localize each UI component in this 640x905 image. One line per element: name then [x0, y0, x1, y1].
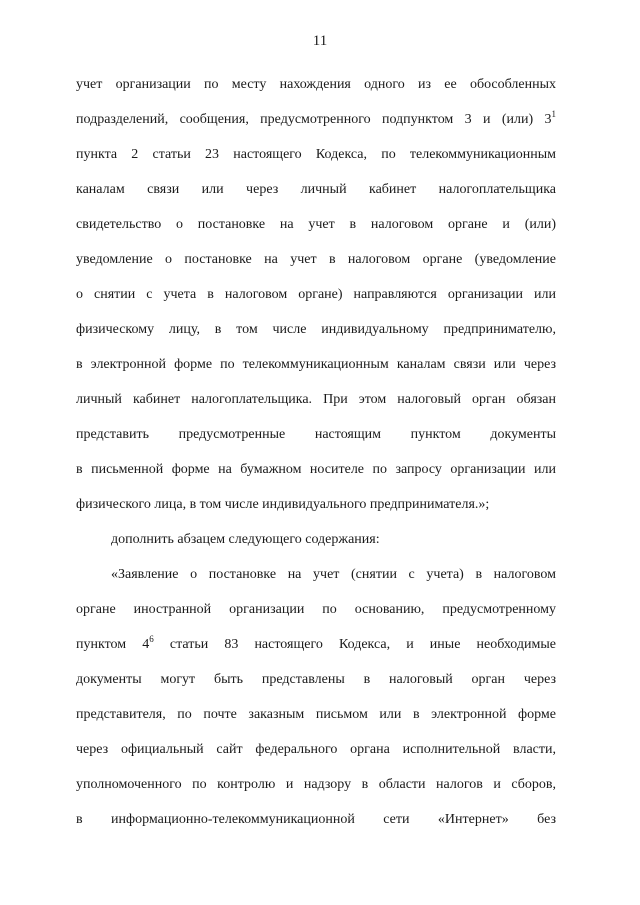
superscript: 1: [551, 109, 556, 119]
text-line: о снятии с учета в налоговом органе) направляются организации или: [76, 287, 556, 302]
text-line: в электронной форме по телекоммуникационным каналам связи или через: [76, 357, 556, 372]
text-line: органе иностранной организации по основанию, предусмотренному: [76, 602, 556, 617]
text-line: пункта 2 статьи 23 настоящего Кодекса, по телекоммуникационным: [76, 147, 556, 162]
text-line: свидетельство о постановке на учет в налоговом органе и (или): [76, 217, 556, 232]
superscript: 6: [149, 634, 154, 644]
text-line-part: пунктом 4: [76, 637, 150, 652]
text-line-part: статьи 83 настоящего Кодекса, и иные необходимые: [153, 637, 556, 652]
instruction-paragraph: [76, 522, 556, 557]
page-number: 11: [312, 33, 328, 49]
text-line: личный кабинет налогоплательщика. При этом налоговый орган обязан: [76, 392, 556, 407]
text-line: уполномоченного по контролю и надзору в области налогов и сборов,: [76, 777, 556, 792]
continuation-paragraph: [76, 67, 556, 522]
text-line: представить предусмотренные настоящим пунктом документы: [76, 427, 556, 442]
text-line: уведомление о постановке на учет в налоговом органе (уведомление: [76, 252, 556, 267]
instruction-text: дополнить абзацем следующего содержания:: [111, 532, 380, 547]
text-line: каналам связи или через личный кабинет налогоплательщика: [76, 182, 556, 197]
text-line: физическому лицу, в том числе индивидуальному предпринимателю,: [76, 322, 556, 337]
text-line-with-superscript: [76, 627, 556, 662]
quoted-paragraph: [76, 557, 556, 837]
text-line: в письменной форме на бумажном носителе по запросу организации или: [76, 462, 556, 477]
text-line: через официальный сайт федерального органа исполнительной власти,: [76, 742, 556, 757]
text-line: документы могут быть представлены в налоговый орган через: [76, 672, 556, 687]
document-body: [76, 67, 556, 837]
text-line-content: подразделений, сообщения, предусмотренного подпунктом 3 и (или) 3: [76, 112, 552, 127]
text-line: «Заявление о постановке на учет (снятии с учета) в налоговом: [111, 567, 556, 582]
text-line-with-superscript: [76, 102, 556, 137]
text-line: физического лица, в том числе индивидуального предпринимателя.»;: [76, 497, 490, 512]
text-line: в информационно-телекоммуникационной сети «Интернет» без: [76, 812, 556, 827]
text-line: представителя, по почте заказным письмом или в электронной форме: [76, 707, 556, 722]
text-line: учет организации по месту нахождения одного из ее обособленных: [76, 77, 556, 92]
